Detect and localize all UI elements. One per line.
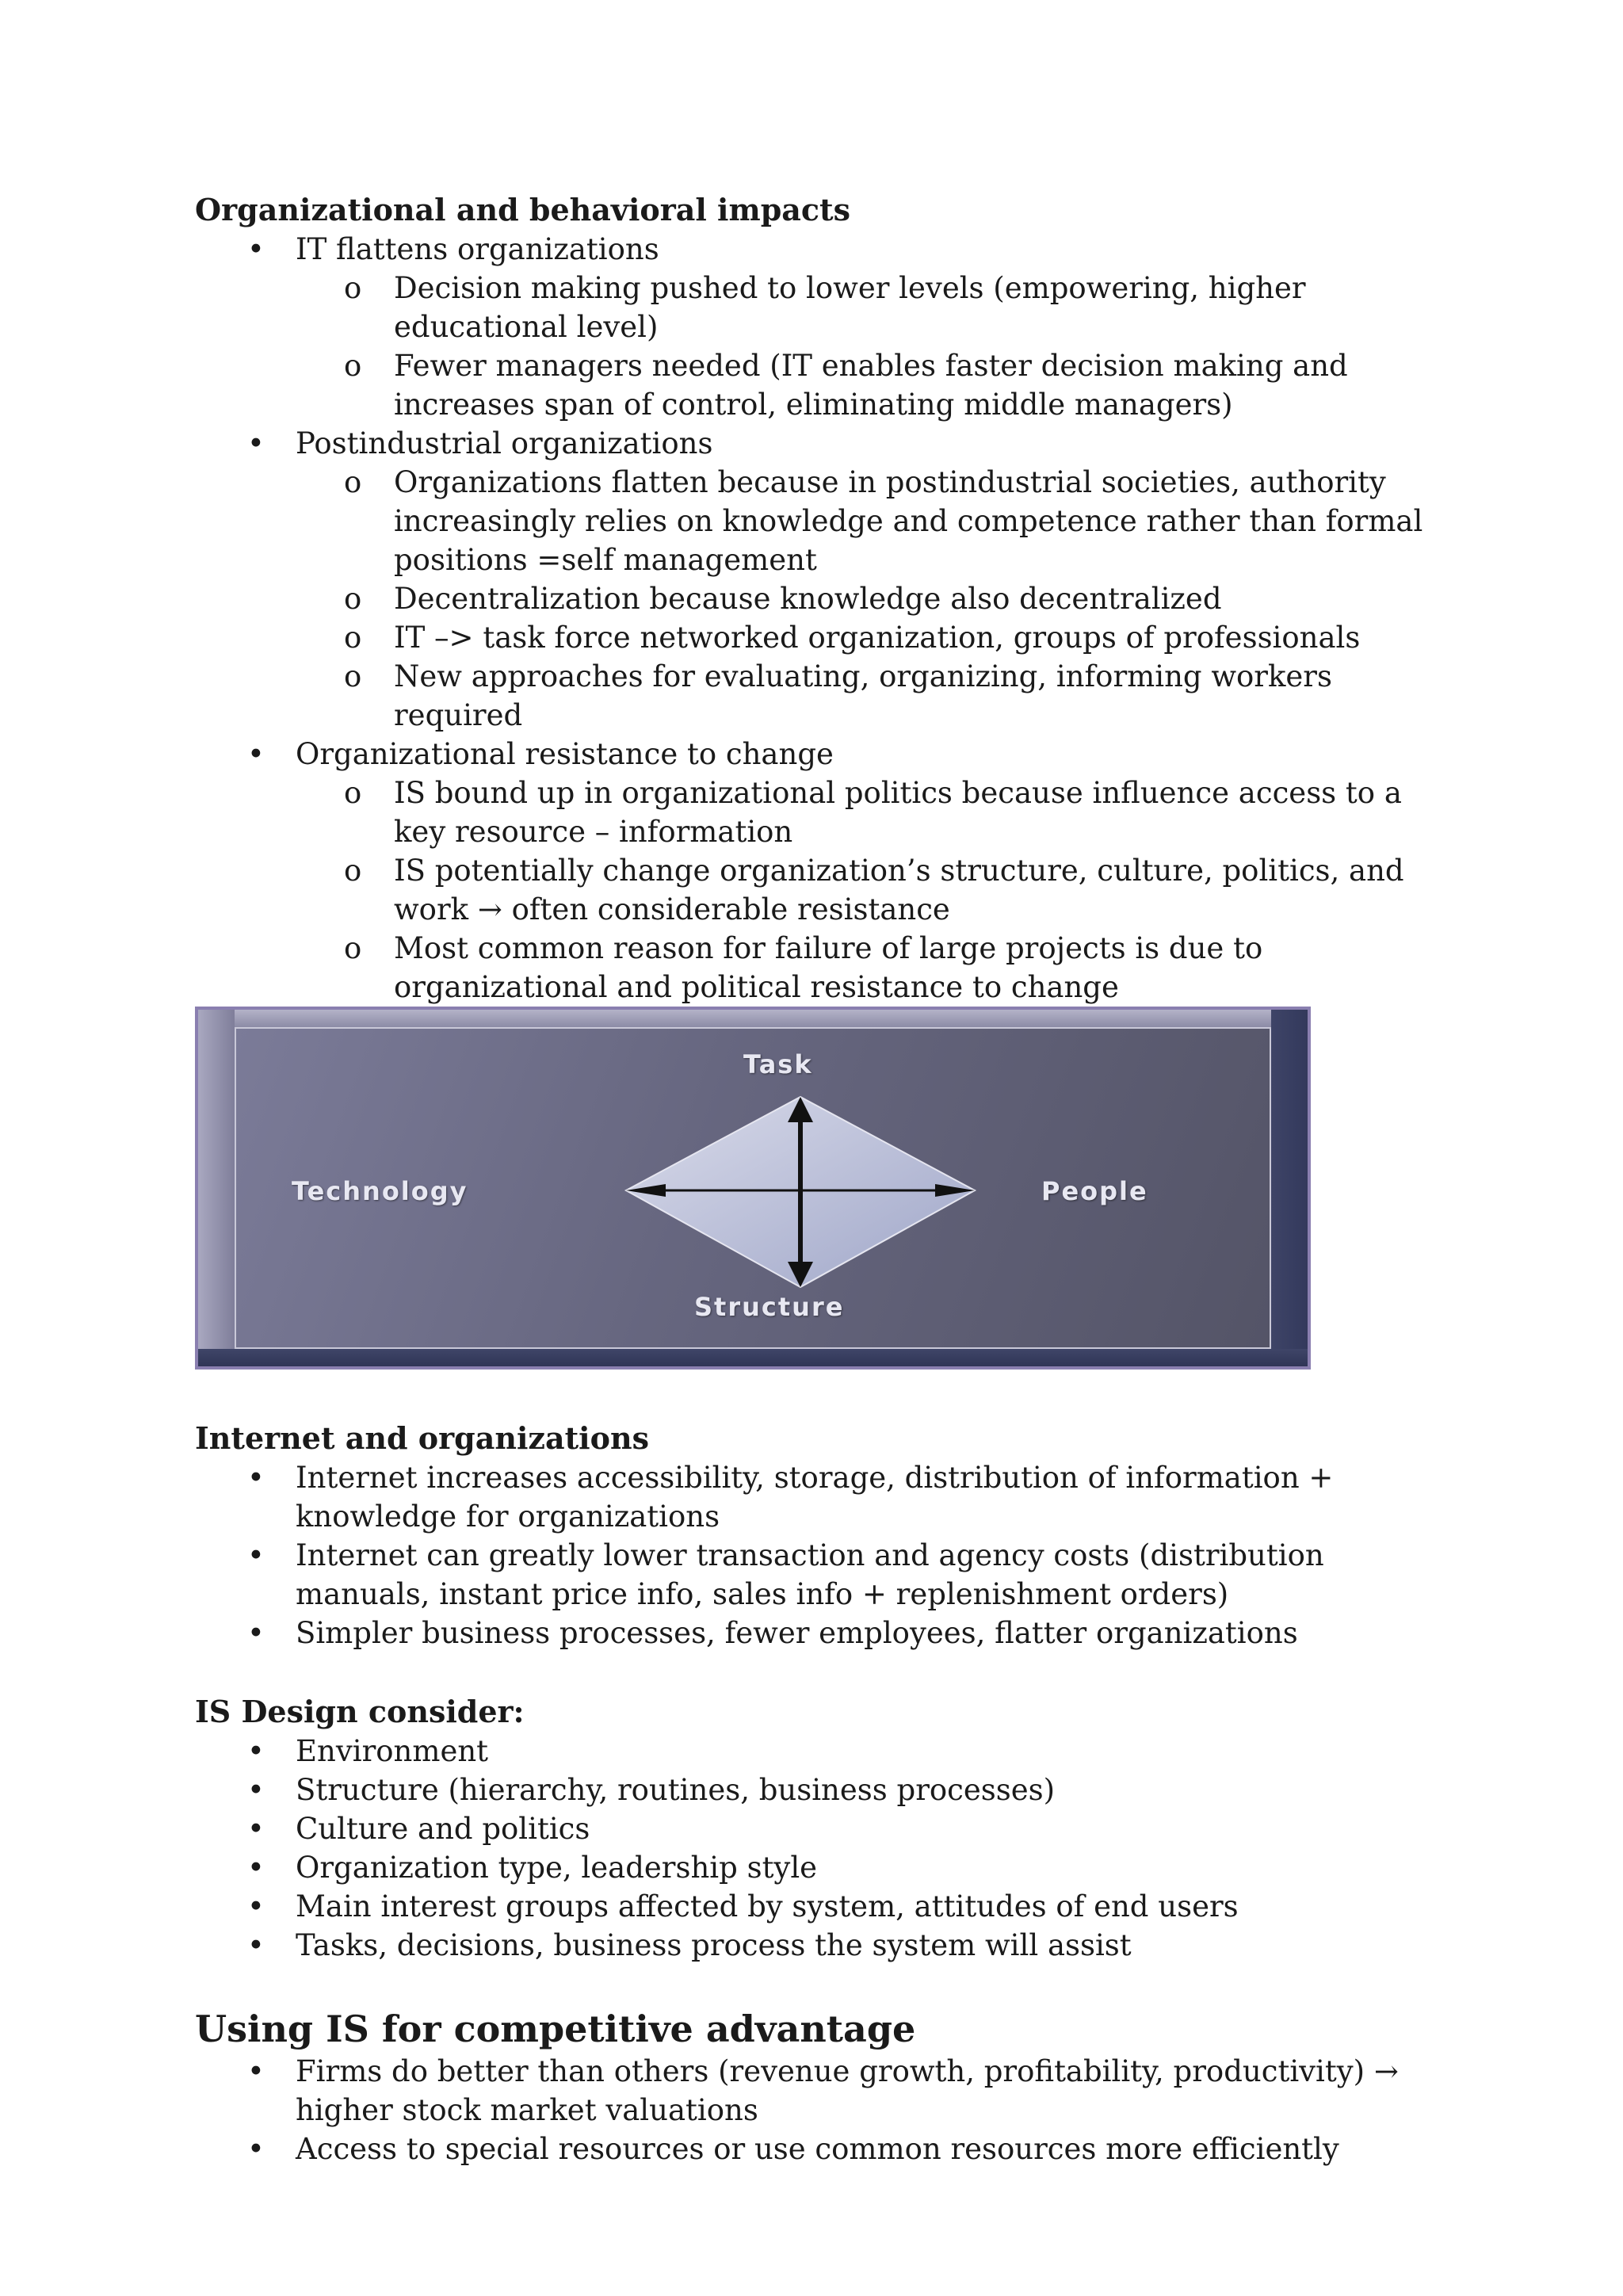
sub-list-item: o IS bound up in organizational politics because influence access to a key resource – information bbox=[195, 774, 1447, 851]
bullet-icon: • bbox=[247, 1734, 265, 1768]
diagram-label-technology: Technology bbox=[292, 1176, 468, 1206]
sub-list-item: o Decentralization because knowledge also decentralized bbox=[195, 579, 1447, 618]
bullet-icon: • bbox=[247, 232, 265, 266]
bullet-icon: • bbox=[247, 426, 265, 460]
bullet-icon: • bbox=[247, 1928, 265, 1962]
circle-bullet-icon: o bbox=[344, 854, 362, 888]
sub-list-item: o Organizations flatten because in postindustrial societies, authority increasingly relies on knowledge and competence rather than formal positions =self management bbox=[195, 463, 1447, 579]
circle-bullet-icon: o bbox=[344, 659, 362, 693]
diagram-label-task: Task bbox=[743, 1049, 813, 1079]
sub-list-item: o New approaches for evaluating, organizing, informing workers required bbox=[195, 657, 1447, 735]
bullet-icon: • bbox=[247, 737, 265, 771]
bullet-icon: • bbox=[247, 1538, 265, 1572]
document-page bbox=[195, 190, 1447, 2168]
diagram-label-people: People bbox=[1041, 1176, 1148, 1206]
list-item: • Internet increases accessibility, storage, distribution of information + knowledge for organizations bbox=[195, 1458, 1447, 1536]
circle-bullet-icon: o bbox=[344, 582, 362, 616]
spacer bbox=[195, 1965, 1447, 2006]
list-item: • Structure (hierarchy, routines, business processes) bbox=[195, 1771, 1447, 1809]
section-heading-organizational-impacts: Organizational and behavioral impacts bbox=[195, 192, 850, 227]
bullet-icon: • bbox=[247, 1812, 265, 1846]
spacer bbox=[195, 1370, 1447, 1419]
bullet-icon: • bbox=[247, 1461, 265, 1495]
bullet-icon: • bbox=[247, 1889, 265, 1924]
task-technology-people-structure-diagram bbox=[195, 1007, 1311, 1370]
bullet-icon: • bbox=[247, 1851, 265, 1885]
sub-list-item: o Fewer managers needed (IT enables faster decision making and increases span of control, eliminating middle managers) bbox=[195, 346, 1447, 424]
list-item: • Environment bbox=[195, 1732, 1447, 1771]
sub-list-item: o IS potentially change organization’s structure, culture, politics, and work → often considerable resistance bbox=[195, 851, 1447, 929]
sub-list-item: o IT –> task force networked organization, groups of professionals bbox=[195, 618, 1447, 657]
circle-bullet-icon: o bbox=[344, 465, 362, 499]
list-item: • Access to special resources or use common resources more efficiently bbox=[195, 2130, 1447, 2168]
list-item: • Simpler business processes, fewer employees, flatter organizations bbox=[195, 1614, 1447, 1652]
list-item: • Culture and politics bbox=[195, 1809, 1447, 1848]
circle-bullet-icon: o bbox=[344, 931, 362, 965]
list-item: • Tasks, decisions, business process the system will assist bbox=[195, 1926, 1447, 1965]
section-heading-is-design: IS Design consider: bbox=[195, 1694, 525, 1729]
circle-bullet-icon: o bbox=[344, 349, 362, 383]
sub-list-item: o Most common reason for failure of large projects is due to organizational and political resistance to change bbox=[195, 929, 1447, 1007]
bullet-icon: • bbox=[247, 2132, 265, 2166]
bullet-icon: • bbox=[247, 2054, 265, 2088]
circle-bullet-icon: o bbox=[344, 776, 362, 810]
list-item: • Main interest groups affected by system, attitudes of end users bbox=[195, 1887, 1447, 1926]
section-heading-competitive-advantage: Using IS for competitive advantage bbox=[195, 2008, 916, 2050]
list-item: • IT flattens organizations bbox=[195, 230, 1447, 269]
list-item: • Organization type, leadership style bbox=[195, 1848, 1447, 1887]
section-heading-internet: Internet and organizations bbox=[195, 1420, 649, 1456]
list-item: • Internet can greatly lower transaction and agency costs (distribution manuals, instant price info, sales info + replenishment orders) bbox=[195, 1536, 1447, 1614]
spacer bbox=[195, 1652, 1447, 1692]
list-item: • Postindustrial organizations bbox=[195, 424, 1447, 463]
diagram-label-structure: Structure bbox=[694, 1292, 845, 1322]
sub-list-item: o Decision making pushed to lower levels (empowering, higher educational level) bbox=[195, 269, 1447, 346]
bullet-icon: • bbox=[247, 1616, 265, 1650]
list-item: • Organizational resistance to change bbox=[195, 735, 1447, 774]
circle-bullet-icon: o bbox=[344, 621, 362, 655]
list-item: • Firms do better than others (revenue growth, profitability, productivity) → higher stock market valuations bbox=[195, 2052, 1447, 2130]
circle-bullet-icon: o bbox=[344, 271, 362, 305]
bullet-icon: • bbox=[247, 1773, 265, 1807]
